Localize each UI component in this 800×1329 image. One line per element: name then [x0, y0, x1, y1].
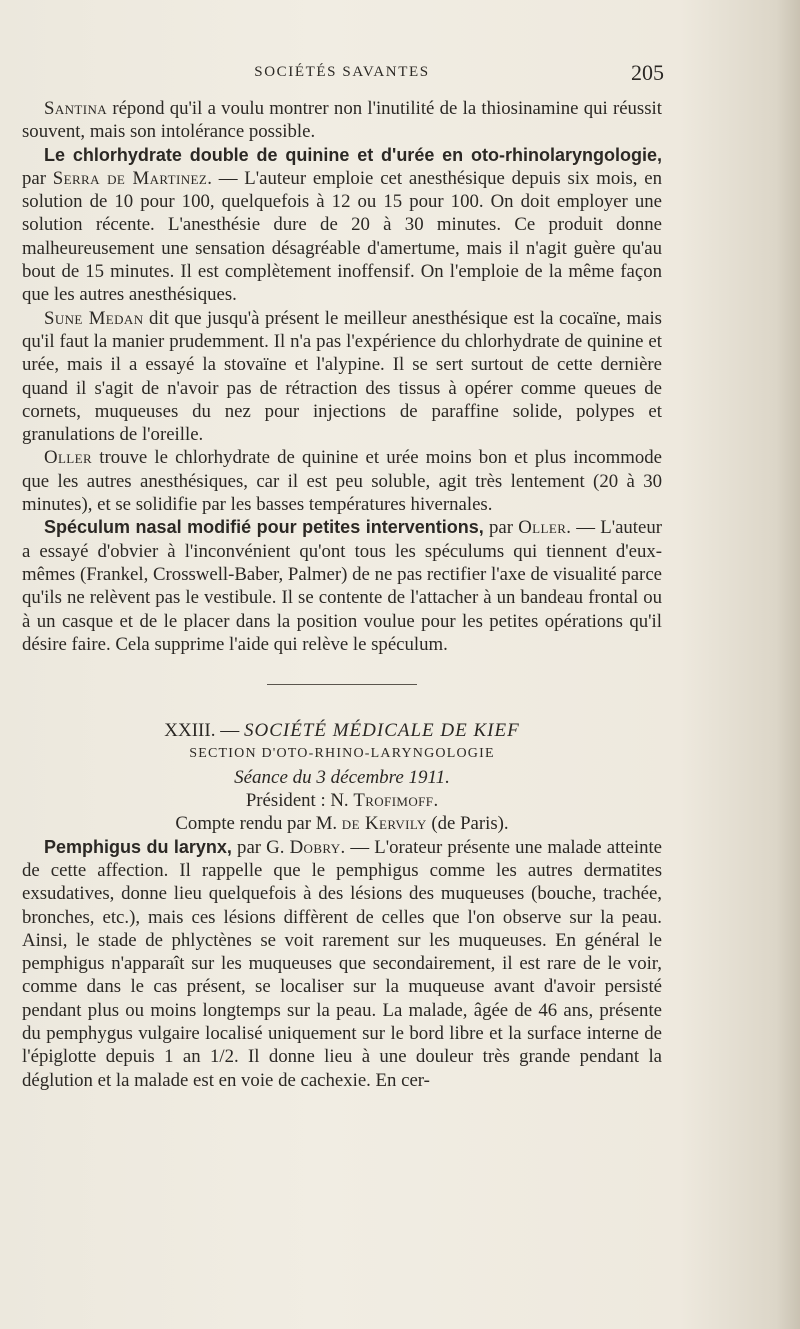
- paragraph-speculum: [22, 516, 662, 656]
- president-end: .: [433, 790, 439, 812]
- section-number: XXIII. —: [164, 720, 244, 742]
- author-name: Sune Medan: [44, 307, 144, 329]
- paragraph-text: . — L'auteur a essayé d'obvier à l'inconvénient qu'ont tous les spéculums qui tiennent d'eux-mêmes (Frankel, Crosswell-Baber, Palmer) de ne pas rectifier l'axe de visualité parce qu'ils ne relèvent pas le vestibule. Il se contente de l'attacher à un bandeau frontal ou à un casque et de le placer dans la position voulue pour les petites opérations qu'il désire faire. Cela supprime l'aide qui relève le spéculum.: [22, 517, 662, 655]
- author-name: Dobry: [289, 836, 341, 858]
- session-date: Séance du 3 décembre 1911.: [234, 766, 450, 788]
- by-word: par: [483, 517, 519, 539]
- paragraph-text: dit que jusqu'à présent le meilleur anesthésique est la cocaïne, mais qu'il faut la manier prudemment. Il n'a pas l'expérience du chlorhydrate de quinine et urée, mais il a essayé la stovaïne et l'alypine. Il se sert surtout de cette dernière quand il s'agit de n'avoir pas de rétraction des tissus à opérer comme queues de cornets, muqueuses du nez pour injections de paraffine solide, polypes et granulations de l'oreille.: [22, 307, 662, 446]
- paragraph-pemphigus: [22, 836, 662, 1092]
- article-title: Pemphigus du larynx,: [44, 836, 232, 857]
- paragraph-chlorhydrate: [22, 144, 662, 307]
- author-name: Oller: [44, 447, 93, 469]
- section-title: SOCIÉTÉ MÉDICALE DE KIEF: [243, 720, 520, 742]
- section-heading: [22, 719, 662, 742]
- paragraph-text: . — L'orateur présente une malade atteinte de cette affection. Il rappelle que le pemphigus comme les autres dermatites exsudatives, donne lieu quelquefois à des lésions des muqueuses (bouche, trachée, bronches, etc.), mais ces lésions diffèrent de celles que l'on observe sur la peau. Ainsi, le stade de phlyctènes se voit rarement sur les muqueuses. En général le pemphigus n'apparaît sur les muqueuses que secondairement, il est rare de le voir, comme dans le cas présent, se localiser sur la muqueuse avant d'avoir persisté pendant plus ou moins longtemps sur la peau. La malade, âgée de 46 ans, présente du pemphygus vulgaire localisé uniquement sur le bord libre et la surface interne de l'épiglotte depuis 1 an 1/2. Il donne lieu à une douleur très grande pendant la déglution et la malade est en voie de cachexie. En cer-: [22, 836, 663, 1091]
- paragraph-text: . — L'auteur emploie cet anesthésique depuis six mois, en solution de 10 pour 100, quelquefois à 12 ou 15 pour 100. On doit employer une solution récente. L'anesthésie dure de 20 à 30 minutes. Ce produit donne malheureusement une sensation désagréable d'amertume, mais il n'agit guère qu'au bout de 15 minutes. Il est complètement inoffensif. On l'emploie de la même façon que les autres anesthésiques.: [22, 167, 662, 306]
- president-label: Président : N.: [245, 790, 354, 812]
- president-line: [22, 789, 662, 812]
- section-subtitle: SECTION D'OTO-RHINO-LARYNGOLOGIE: [189, 746, 495, 762]
- paragraph-santina: [22, 97, 662, 144]
- reporter-name: de Kervily: [341, 813, 427, 835]
- report-label: Compte rendu par M.: [175, 813, 342, 835]
- article-title: Le chlorhydrate double de quinine et d'urée en oto-rhinolaryngologie,: [44, 144, 662, 165]
- author-name: Oller: [518, 517, 567, 539]
- author-name: Santina: [44, 98, 108, 119]
- report-line: [22, 812, 662, 835]
- page-number: 205: [631, 60, 664, 85]
- page-body: [22, 97, 662, 1092]
- author-name: Serra de Martinez: [52, 167, 208, 189]
- paragraph-text: répond qu'il a voulu montrer non l'inutilité de la thiosinamine qui réussit souvent, mais son intolérance possible.: [22, 98, 662, 143]
- report-end: (de Paris).: [426, 813, 509, 835]
- article-title: Spéculum nasal modifié pour petites interventions,: [44, 517, 484, 538]
- running-title: SOCIÉTÉS SAVANTES: [254, 64, 430, 80]
- section-divider: [267, 684, 417, 685]
- page-header: [22, 60, 662, 90]
- paragraph-sune-medan: [22, 307, 662, 447]
- paragraph-text: trouve le chlorhydrate de quinine et urée moins bon et plus incommode que les autres anesthésiques, car il est peu soluble, agit très lentement (20 à 30 minutes), et se solidifie par les basses températures hivernales.: [22, 447, 662, 516]
- by-word: par: [22, 167, 53, 189]
- president-name: Trofimoff: [353, 790, 434, 812]
- by-word: par G.: [231, 836, 290, 858]
- paragraph-oller: [22, 446, 662, 516]
